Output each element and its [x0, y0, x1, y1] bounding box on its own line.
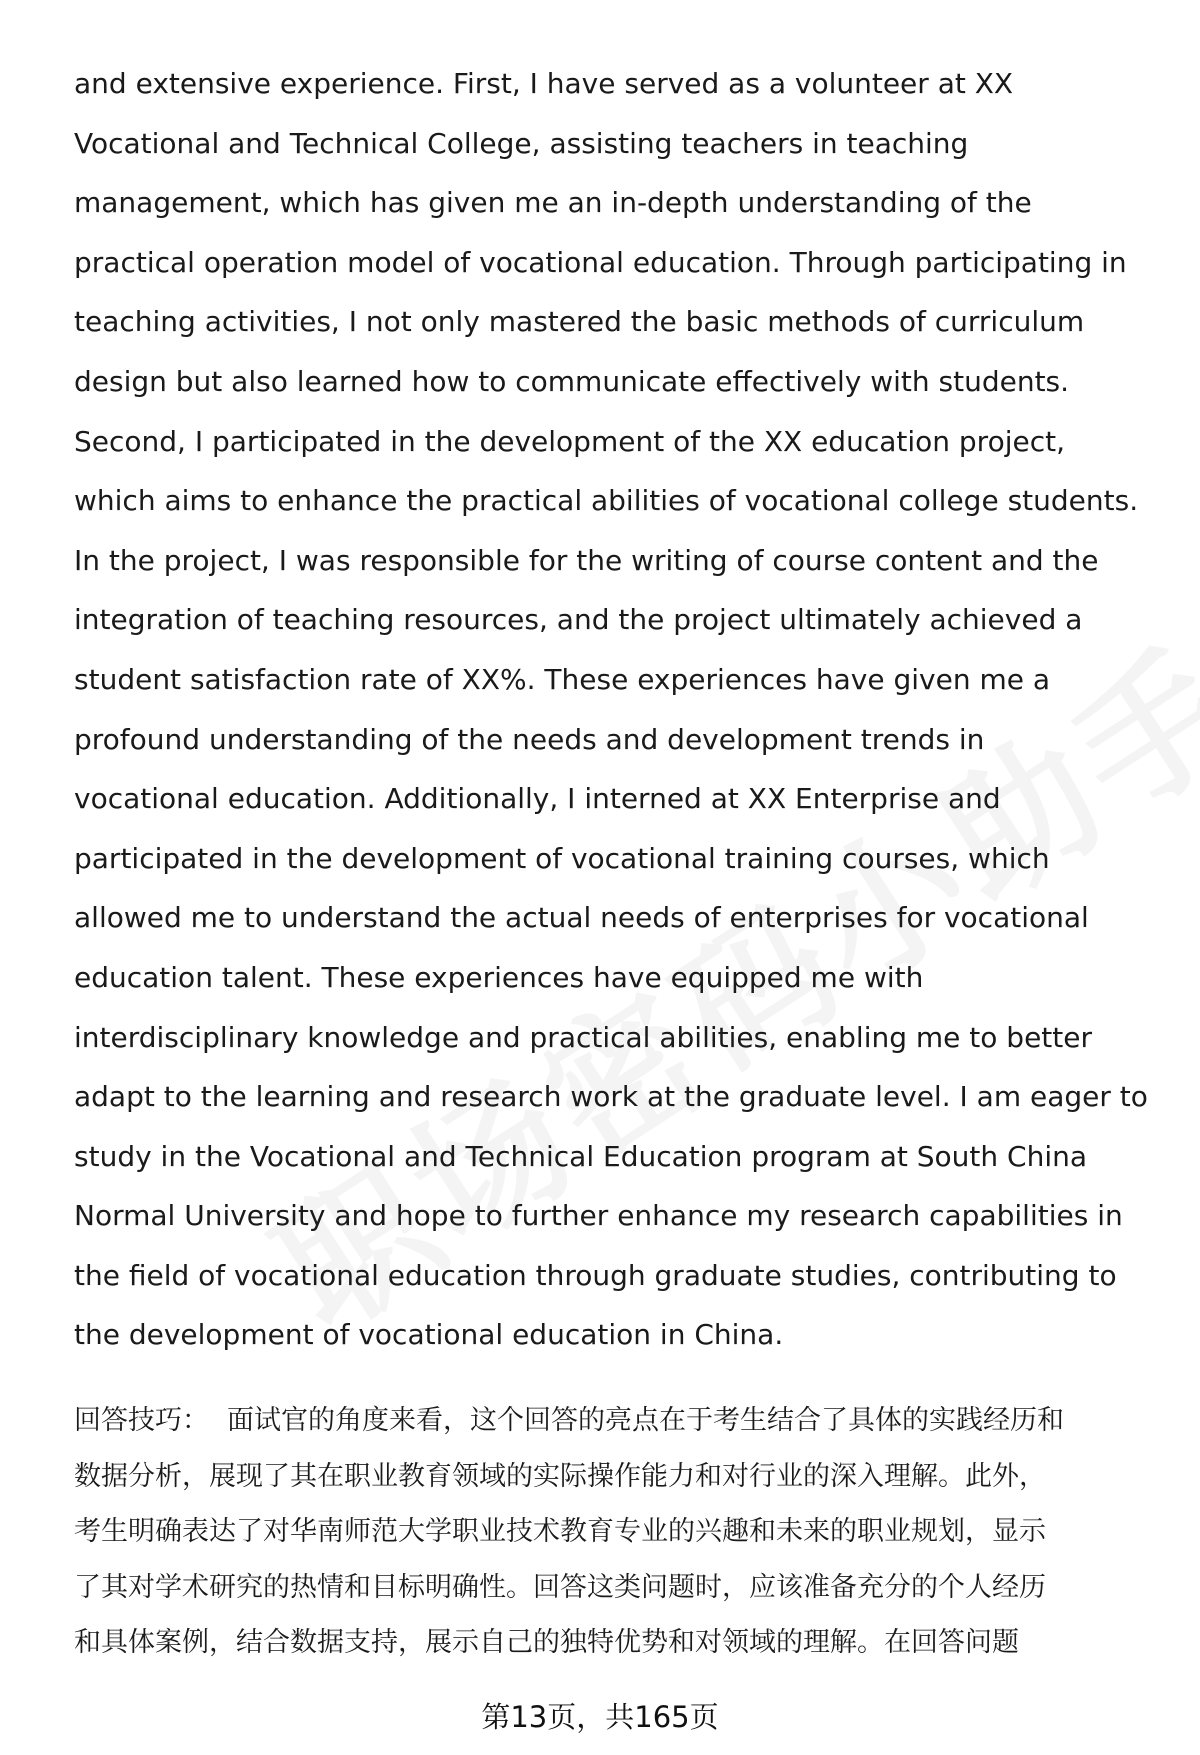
paragraph-line: the development of vocational education in China. — [74, 1318, 784, 1352]
paragraph-line: Second, I participated in the development of the XX education project, — [74, 424, 1065, 458]
paragraph-line: teaching activities, I not only mastered the basic methods of curriculum — [74, 305, 1085, 339]
paragraph-line: participated in the development of vocational training courses, which — [74, 841, 1050, 875]
paragraph-line: education talent. These experiences have equipped me with — [74, 960, 924, 994]
answer-tips-text: 面试官的角度来看，这个回答的亮点在于考生结合了具体的实践经历和 — [227, 1405, 1064, 1436]
paragraph-line: interdisciplinary knowledge and practical abilities, enabling me to better — [74, 1020, 1092, 1054]
paragraph-line: and extensive experience. First, I have served as a volunteer at XX — [74, 67, 1014, 100]
paragraph-line: adapt to the learning and research work at the graduate level. I am eager to — [74, 1080, 1148, 1114]
paragraph-line: student satisfaction rate of XX%. These experiences have given me a — [74, 662, 1051, 696]
answer-tips-line: 考生明确表达了对华南师范大学职业技术教育专业的兴趣和未来的职业规划，显示 — [74, 1516, 1046, 1547]
answer-tips-label: 回答技巧： — [74, 1405, 209, 1436]
answer-tips-line: 了其对学术研究的热情和目标明确性。回答这类问题时，应该准备充分的个人经历 — [74, 1571, 1046, 1603]
answer-tips-line — [74, 1393, 1164, 1449]
paragraph-line: vocational education. Additionally, I interned at XX Enterprise and — [74, 782, 1001, 816]
paragraph-line: In the project, I was responsible for the writing of course content and the — [74, 543, 1099, 577]
english-paragraph — [74, 54, 1164, 1365]
answer-tips-section — [74, 1393, 1164, 1671]
answer-tips-line: 数据分析，展现了其在职业教育领域的实际操作能力和对行业的深入理解。此外， — [74, 1460, 1046, 1492]
paragraph-line: Normal University and hope to further enhance my research capabilities in — [74, 1199, 1123, 1233]
paragraph-line: study in the Vocational and Technical Education program at South China — [74, 1139, 1088, 1173]
paragraph-line: management, which has given me an in-depth understanding of the — [74, 186, 1032, 220]
paragraph-line: profound understanding of the needs and development trends in — [74, 722, 985, 756]
answer-tips-line: 和具体案例，结合数据支持，展示自己的独特优势和对领域的理解。在回答问题 — [74, 1627, 1019, 1658]
paragraph-line: allowed me to understand the actual needs of enterprises for vocational — [74, 901, 1089, 935]
paragraph-line: the field of vocational education through graduate studies, contributing to — [74, 1258, 1117, 1292]
paragraph-line: integration of teaching resources, and the project ultimately achieved a — [74, 603, 1083, 637]
paragraph-line: which aims to enhance the practical abilities of vocational college students. — [74, 484, 1139, 518]
paragraph-line: Vocational and Technical College, assisting teachers in teaching — [74, 126, 969, 160]
page-number: 第13页，共165页 — [481, 1700, 719, 1734]
paragraph-line: practical operation model of vocational education. Through participating in — [74, 245, 1127, 279]
paragraph-line: design but also learned how to communicate effectively with students. — [74, 364, 1070, 398]
